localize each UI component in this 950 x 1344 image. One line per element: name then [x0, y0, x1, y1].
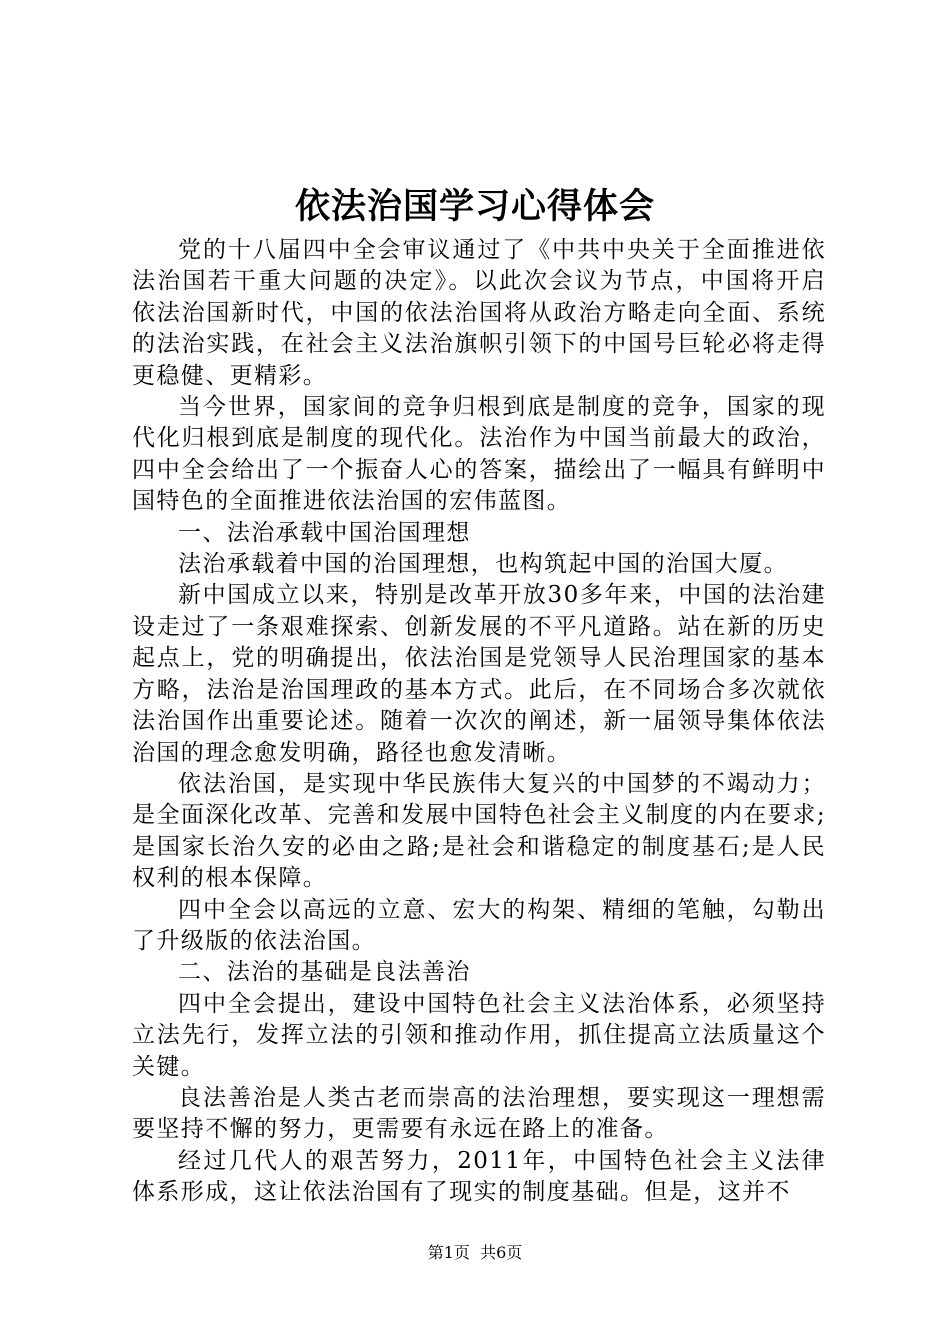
- section-heading: 二、法治的基础是良法善治: [178, 959, 471, 986]
- document-body: [132, 235, 826, 1209]
- paragraph: 依法治国，是实现中华民族伟大复兴的中国梦的不竭动力；是全面深化改革、完善和发展中国特色社会主义制度的内在要求;是国家长治久安的必由之路;是社会和谐稳定的制度基石;是人民权利的根本保障。: [132, 770, 826, 892]
- paragraph: 经过几代人的艰苦努力，2011年，中国特色社会主义法律体系形成，这让依法治国有了现实的制度基础。但是，这并不: [132, 1147, 826, 1206]
- page-number: 第1页: [427, 1243, 470, 1262]
- paragraph: 四中全会提出，建设中国特色社会主义法治体系，必须坚持立法先行，发挥立法的引领和推动作用，抓住提高立法质量这个关键。: [132, 990, 826, 1080]
- paragraph: 新中国成立以来，特别是改革开放30多年来，中国的法治建设走过了一条艰难探索、创新发展的不平凡道路。站在新的历史起点上，党的明确提出，依法治国是党领导人民治理国家的基本方略，法治是治国理政的基本方式。此后，在不同场合多次就依法治国作出重要论述。随着一次次的阐述，新一届领导集体依法治国的理念愈发明确，路径也愈发清晰。: [132, 582, 826, 766]
- section-heading: 一、法治承载中国治国理想: [178, 519, 471, 546]
- paragraph: 四中全会以高远的立意、宏大的构架、精细的笔触，勾勒出了升级版的依法治国。: [132, 896, 826, 954]
- page-footer: [0, 1242, 950, 1264]
- page-total: 共6页: [480, 1243, 523, 1262]
- paragraph: 良法善治是人类古老而崇高的法治理想，要实现这一理想需要坚持不懈的努力，更需要有永远在路上的准备。: [132, 1084, 826, 1143]
- paragraph: 法治承载着中国的治国理想，也构筑起中国的治国大厦。: [178, 551, 788, 578]
- paragraph: 党的十八届四中全会审议通过了《中共中央关于全面推进依法治国若干重大问题的决定》。以此次会议为节点，中国将开启依法治国新时代，中国的依法治国将从政治方略走向全面、系统的法治实践，在社会主义法治旗帜引领下的中国号巨轮必将走得更稳健、更精彩。: [132, 237, 826, 389]
- paragraph: 当今世界，国家间的竞争归根到底是制度的竞争，国家的现代化归根到底是制度的现代化。法治作为中国当前最大的政治，四中全会给出了一个振奋人心的答案，描绘出了一幅具有鲜明中国特色的全面推进依法治国的宏伟蓝图。: [132, 394, 826, 515]
- document-title: 依法治国学习心得体会: [294, 187, 655, 227]
